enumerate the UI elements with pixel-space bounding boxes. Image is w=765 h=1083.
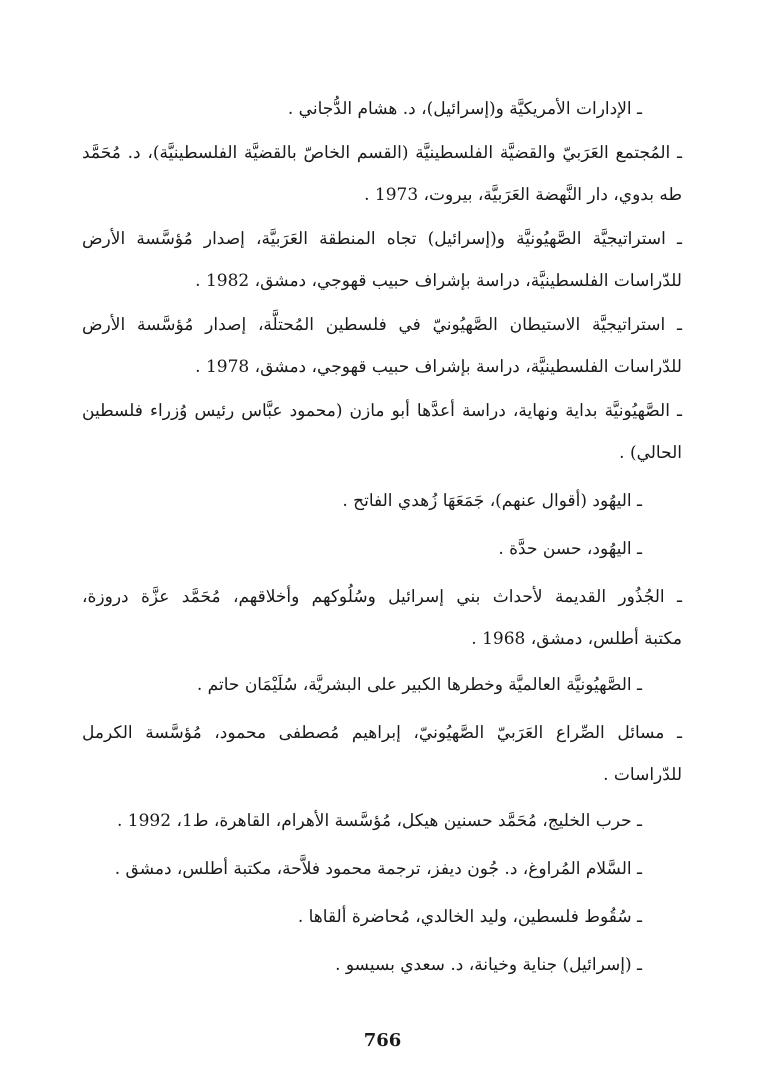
entry-line: ـ المُجتمع العَرَبيّ والقضيَّة الفلسطينيَّة (القسم الخاصّ بالقضيَّة الفلسطينيَّة)، د. مُحَمَّد bbox=[82, 143, 682, 163]
bibliography-entry bbox=[122, 896, 642, 938]
page-number: 766 bbox=[363, 1030, 402, 1051]
entry-line: ـ استراتيجيَّة الاستيطان الصَّهيُونيّ في فلسطين المُحتلَّة، إصدار مُؤسَّسة الأرض bbox=[82, 315, 682, 335]
entry-line: ـ (إسرائيل) جناية وخيانة، د. سعدي بسيسو . bbox=[335, 955, 642, 975]
entry-line: ـ الصَّهيُونيَّة العالميَّة وخطرها الكبير على البشريَّة، سُلَيْمَان حاتم . bbox=[196, 675, 642, 695]
entry-line: مكتبة أطلس، دمشق، 1968 . bbox=[471, 629, 682, 649]
bibliography-entry bbox=[116, 800, 642, 842]
bibliography-entry bbox=[122, 664, 642, 706]
bibliography-entry bbox=[114, 848, 642, 890]
entry-line: طه بدوي، دار النَّهضة العَرَبيَّة، بيروت، 1973 . bbox=[364, 185, 682, 205]
entry-line: للدّراسات . bbox=[603, 765, 682, 785]
entry-line: الحالي) . bbox=[619, 443, 682, 463]
entry-line: ـ مسائل الصِّراع العَرَبيّ الصَّهيُونيّ، إبراهيم مُصطفى محمود، مُؤسَّسة الكرمل bbox=[82, 723, 682, 743]
bibliography-entry bbox=[82, 304, 682, 388]
entry-line: للدّراسات الفلسطينيَّة، دراسة بإشراف حبيب قهوجي، دمشق، 1978 . bbox=[195, 357, 682, 377]
entry-line: ـ الجُذُور القديمة لأحداث بني إسرائيل وسُلُوكهم وأخلاقهم، مُحَمَّد عزَّة دروزة، bbox=[82, 587, 682, 607]
bibliography-entry bbox=[82, 576, 682, 660]
entry-line: للدّراسات الفلسطينيَّة، دراسة بإشراف حبيب قهوجي، دمشق، 1982 . bbox=[195, 271, 682, 291]
entry-line: ـ اليهُود (أقوال عنهم)، جَمَعَهَا زُهدي الفاتح . bbox=[342, 491, 642, 511]
entry-line: ـ سُقُوط فلسطين، وليد الخالدي، مُحاضرة ألقاها . bbox=[297, 907, 642, 927]
entry-line: ـ الصَّهيُونيَّة بداية ونهاية، دراسة أعدَّها أبو مازن (محمود عبَّاس رئيس وُزراء فلسطين bbox=[82, 401, 682, 421]
entry-line: ـ اليهُود، حسن حدَّة . bbox=[498, 539, 642, 559]
entry-line: ـ السَّلام المُراوغ، د. جُون ديفز، ترجمة محمود فلاَّحة، مكتبة أطلس، دمشق . bbox=[114, 859, 642, 879]
bibliography-entry bbox=[122, 480, 642, 522]
bibliography-entry bbox=[82, 390, 682, 474]
bibliography-entry bbox=[82, 712, 682, 796]
bibliography-entry bbox=[122, 528, 642, 570]
entry-line: ـ استراتيجيَّة الصَّهيُونيَّة و(إسرائيل) تجاه المنطقة العَرَبيَّة، إصدار مُؤسَّسة الأرض bbox=[82, 229, 682, 249]
bibliography-entry bbox=[122, 944, 642, 986]
bibliography-entry bbox=[82, 218, 682, 302]
entry-line: ـ الإدارات الأمريكيَّة و(إسرائيل)، د. هشام الدُّجاني . bbox=[287, 99, 642, 119]
entry-line: ـ حرب الخليج، مُحَمَّد حسنين هيكل، مُؤسَّسة الأهرام، القاهرة، ط1، 1992 . bbox=[116, 811, 642, 831]
bibliography-entry bbox=[82, 132, 682, 216]
bibliography-entry bbox=[122, 88, 642, 130]
